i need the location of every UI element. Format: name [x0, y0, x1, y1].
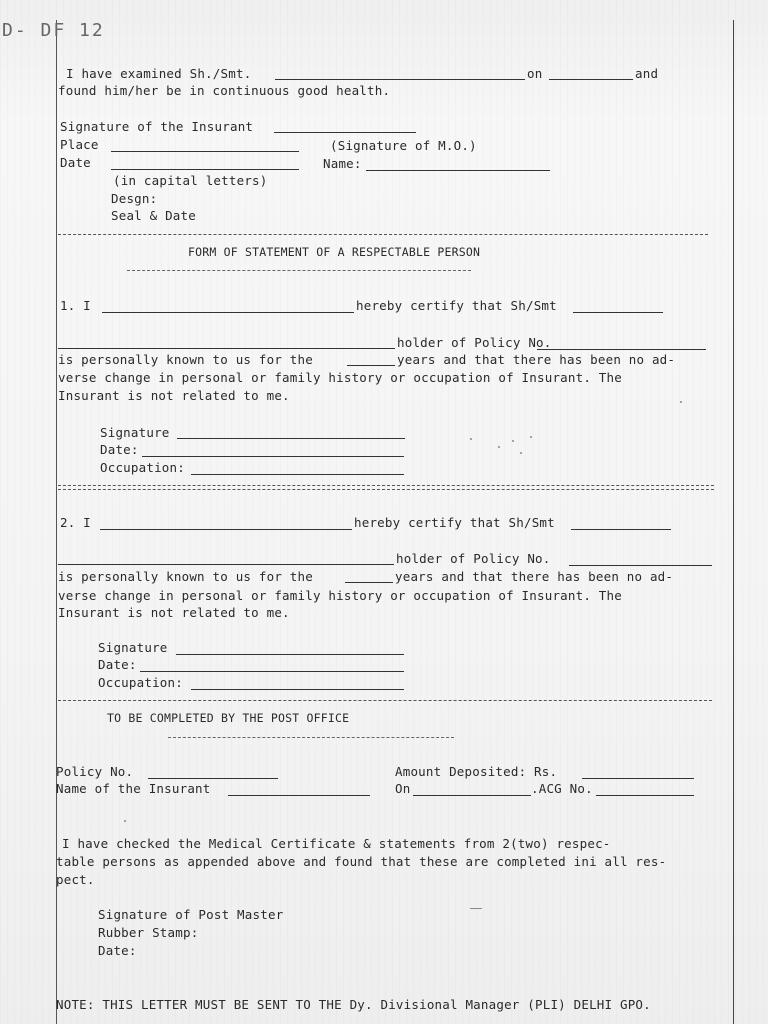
amount-deposited-label: Amount Deposited: Rs.: [395, 764, 558, 779]
person1-change-text: verse change in personal or family history or occupation of Insurant. The: [58, 370, 622, 385]
policy-no-field[interactable]: [148, 778, 278, 779]
acg-no-label: .ACG No.: [531, 781, 593, 796]
insurant-signature-label: Signature of the Insurant: [60, 119, 254, 134]
person1-signature-label: Signature: [100, 425, 170, 440]
person1-name-field[interactable]: [102, 312, 354, 313]
examined-name-field[interactable]: [275, 79, 525, 80]
check-text-2: table persons as appended above and found that these are completed ini all res-: [56, 854, 667, 869]
mo-signature-label: (Signature of M.O.): [330, 138, 477, 153]
name-field[interactable]: [366, 170, 550, 171]
person2-number: 2. I: [60, 515, 91, 530]
and-label: and: [635, 66, 659, 81]
person2-date-field[interactable]: [140, 671, 404, 672]
person2-known-text: is personally known to us for the: [58, 569, 313, 584]
policy-no-label: Policy No.: [56, 764, 134, 779]
scan-speck: [470, 908, 482, 909]
postmaster-signature-label: Signature of Post Master: [98, 907, 284, 922]
person2-years-text: years and that there has been no ad-: [395, 569, 674, 584]
person2-change-text: verse change in personal or family history or occupation of Insurant. The: [58, 588, 622, 603]
post-office-underline: [168, 737, 454, 738]
check-text-1: I have checked the Medical Certificate & statements from 2(two) respec-: [62, 836, 611, 851]
health-text: found him/her be in continuous good health.: [58, 83, 391, 98]
person1-occupation-field[interactable]: [191, 474, 404, 475]
person1-number: 1. I: [60, 298, 91, 313]
deposit-date-field[interactable]: [413, 795, 531, 796]
double-divider: [58, 485, 714, 490]
person1-known-text: is personally known to us for the: [58, 352, 313, 367]
person1-date-label: Date:: [100, 442, 139, 457]
scan-speck: [470, 438, 472, 440]
person2-date-label: Date:: [98, 657, 137, 672]
postmaster-date-label: Date:: [98, 943, 137, 958]
person2-occupation-field[interactable]: [191, 689, 404, 690]
person1-holder-text: holder of Policy No.: [397, 335, 552, 350]
date-field[interactable]: [111, 169, 299, 170]
scan-speck: [680, 401, 682, 403]
section-divider: [58, 234, 708, 235]
on-label-po: On: [395, 781, 411, 796]
date-label: Date: [60, 155, 91, 170]
examined-text: I have examined Sh./Smt.: [66, 66, 252, 81]
person1-years-field[interactable]: [347, 365, 395, 366]
person2-signature-label: Signature: [98, 640, 168, 655]
insurant-name-label: Name of the Insurant: [56, 781, 211, 796]
insurant-signature-field[interactable]: [274, 132, 416, 133]
person1-insurant-field[interactable]: [573, 312, 663, 313]
place-label: Place: [60, 137, 99, 152]
person1-signature-field[interactable]: [177, 438, 405, 439]
designation-label: Desgn:: [111, 191, 158, 206]
person2-related-text: Insurant is not related to me.: [58, 605, 290, 620]
rubber-stamp-label: Rubber Stamp:: [98, 925, 199, 940]
scan-speck: [512, 440, 514, 442]
post-office-divider: [58, 700, 712, 701]
statement-title: FORM OF STATEMENT OF A RESPECTABLE PERSON: [188, 245, 481, 259]
person2-occupation-label: Occupation:: [98, 675, 183, 690]
name-label: Name:: [323, 156, 362, 171]
scan-speck: [520, 452, 522, 454]
person2-name-field[interactable]: [100, 529, 352, 530]
person1-insurant-field-2[interactable]: [58, 348, 395, 349]
person2-policy-field[interactable]: [569, 565, 712, 566]
form-code: D- DF 12: [2, 20, 105, 41]
on-label: on: [527, 66, 543, 81]
scan-speck: [530, 436, 532, 438]
title-underline: [127, 270, 471, 271]
person1-years-text: years and that there has been no ad-: [397, 352, 676, 367]
place-field[interactable]: [111, 151, 299, 152]
person2-holder-text: holder of Policy No.: [396, 551, 551, 566]
insurant-name-field[interactable]: [228, 795, 370, 796]
person2-certify-text: hereby certify that Sh/Smt: [354, 515, 555, 530]
person1-related-text: Insurant is not related to me.: [58, 388, 290, 403]
amount-field[interactable]: [582, 778, 694, 779]
examined-date-field[interactable]: [549, 79, 633, 80]
person2-insurant-field-2[interactable]: [58, 564, 394, 565]
person2-years-field[interactable]: [345, 582, 393, 583]
person1-occupation-label: Occupation:: [100, 460, 185, 475]
check-text-3: pect.: [56, 872, 95, 887]
person1-date-field[interactable]: [142, 456, 404, 457]
person1-policy-field[interactable]: [537, 349, 706, 350]
note-text: NOTE: THIS LETTER MUST BE SENT TO THE Dy. Divisional Manager (PLI) DELHI GPO.: [56, 997, 651, 1012]
acg-no-field[interactable]: [596, 795, 694, 796]
person2-signature-field[interactable]: [176, 654, 404, 655]
person1-certify-text: hereby certify that Sh/Smt: [356, 298, 557, 313]
post-office-title: TO BE COMPLETED BY THE POST OFFICE: [107, 711, 350, 725]
capital-letters-note: (in capital letters): [113, 173, 268, 188]
right-border: [733, 20, 734, 1024]
seal-date-label: Seal & Date: [111, 208, 196, 223]
scan-speck: [124, 820, 126, 822]
scan-speck: [498, 446, 500, 448]
person2-insurant-field[interactable]: [571, 529, 671, 530]
